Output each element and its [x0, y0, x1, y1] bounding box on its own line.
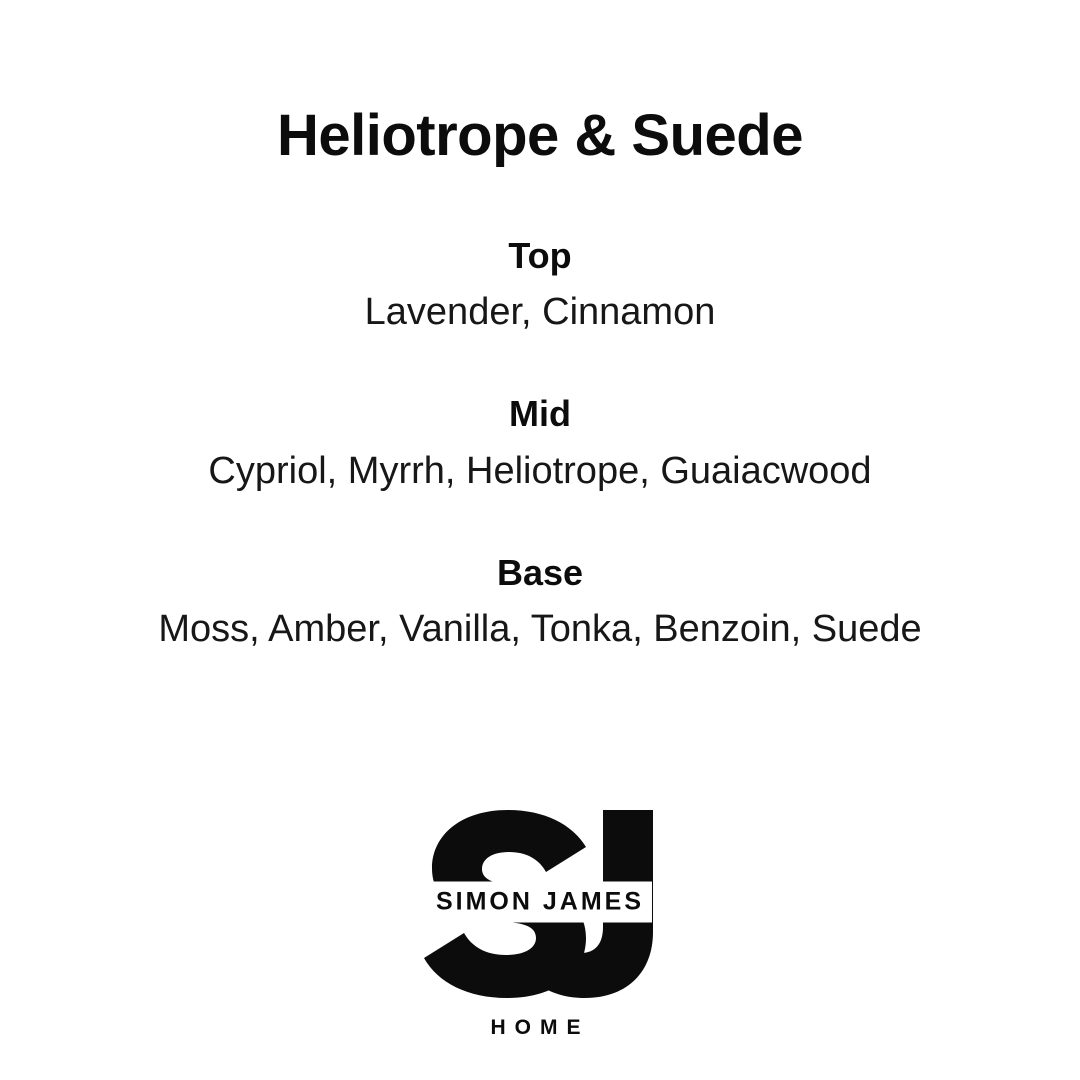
note-values-top: Lavender, Cinnamon — [364, 290, 716, 333]
brand-subtitle: HOME — [490, 1016, 590, 1039]
brand-wordmark: SIMON JAMES — [428, 882, 652, 923]
sj-monogram-icon — [390, 802, 690, 1002]
note-group-base — [0, 551, 1080, 654]
fragrance-notes-list — [0, 234, 1080, 654]
note-values-base: Moss, Amber, Vanilla, Tonka, Benzoin, Suede — [158, 608, 922, 651]
note-values-mid: Cypriol, Myrrh, Heliotrope, Guaiacwood — [208, 449, 872, 492]
note-group-top — [0, 234, 1080, 337]
brand-logo — [0, 802, 1080, 1040]
note-label-mid: Mid — [509, 393, 571, 435]
note-label-top: Top — [508, 234, 572, 276]
page-title: Heliotrope & Suede — [277, 103, 803, 168]
note-group-mid — [0, 392, 1080, 495]
note-label-base: Base — [496, 552, 584, 594]
